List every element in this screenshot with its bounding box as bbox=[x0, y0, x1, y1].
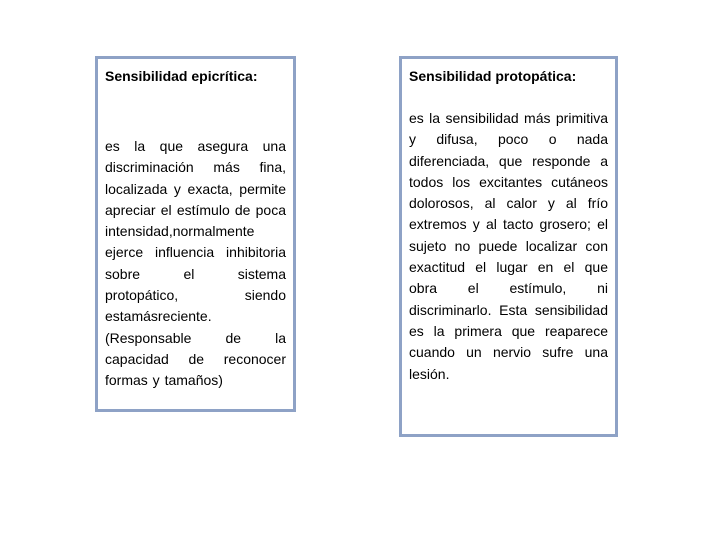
protopathic-sensibility-box bbox=[399, 56, 618, 437]
epicritic-sensibility-box bbox=[95, 56, 296, 412]
epicritic-description: es la que asegura una discriminación más fina, localizada y exacta, permite apreciar el estímulo de poca intensidad,normalmente ejerce influencia inhibitoria sobre el sistema protopático, siendo estamásreciente. (Responsable de la capacidad de reconocer formas y tamaños) bbox=[105, 138, 286, 389]
protopathic-title: Sensibilidad protopática: bbox=[409, 68, 577, 84]
epicritic-title: Sensibilidad epicrítica: bbox=[105, 68, 258, 84]
protopathic-description: es la sensibilidad más primitiva y difusa, poco o nada diferenciada, que responde a todos los excitantes cutáneos dolorosos, al calor y al frío extremos y al tacto grosero; el sujeto no puede localizar con exactitud el lugar en el que obra el estímulo, ni discriminarlo. Esta sensibilidad es la primera que reaparece cuando un nervio sufre una lesión. bbox=[409, 110, 608, 382]
